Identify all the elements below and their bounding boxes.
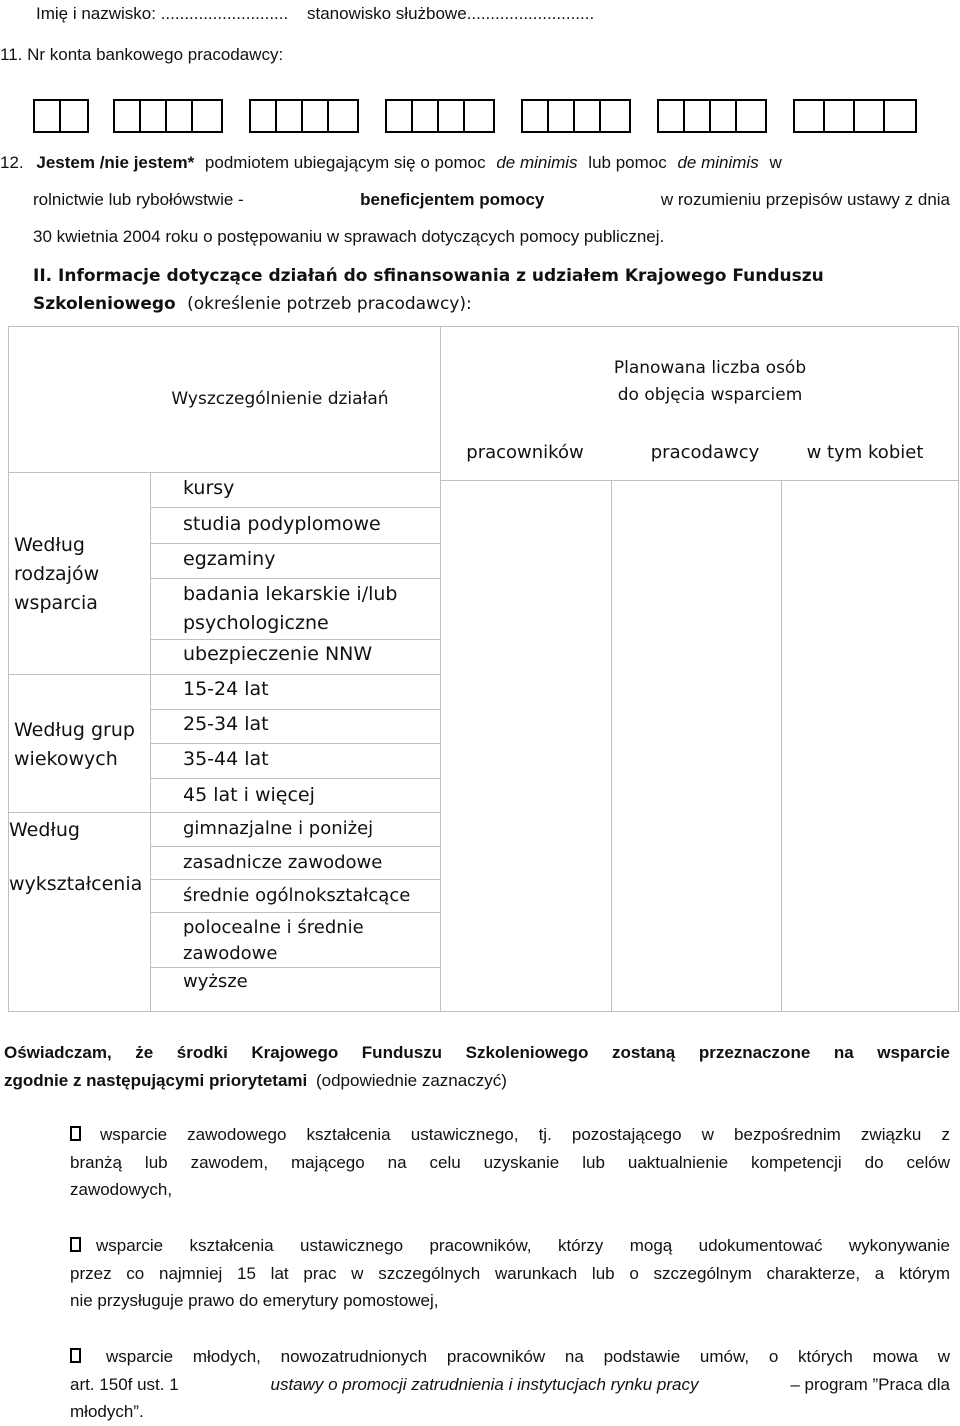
option-1-text: wsparcie zawodowego kształcenia ustawicznego, tj. pozostającego w bezpośrednim związku z branżą lub zawodem, mającego na celu uzyskanie lub uaktualnienie kompetencji do celów zawodowych, <box>70 1125 950 1199</box>
row-label: zasadnicze zawodowe <box>183 852 383 873</box>
header-planned: Planowana liczba osób do objęcia wsparciem <box>613 358 807 405</box>
group-education: Według wykształcenia <box>9 819 143 895</box>
account-box-group[interactable] <box>249 99 359 133</box>
declaration-line-1: Oświadczam, że środki Krajowego Funduszu Szkoleniowego zostaną przeznaczone na wsparcie <box>4 1043 950 1062</box>
declaration: Oświadczam, że środki Krajowego Funduszu Szkoleniowego zostaną przeznaczone na wsparcie zgodnie z następującymi priorytetami (odpowiednie zaznaczyć) <box>4 1039 950 1095</box>
account-box-group[interactable] <box>33 99 89 133</box>
group-support-type: Według rodzajów wsparcia <box>14 534 100 614</box>
group-age: Według grup wiekowych <box>14 719 135 770</box>
account-box-group[interactable] <box>385 99 495 133</box>
name-label: Imię i nazwisko: ........................... <box>36 4 289 23</box>
row-label: 15-24 lat <box>183 678 269 700</box>
position-label: stanowisko służbowe........................... <box>306 4 595 23</box>
account-number-label: 11. Nr konta bankowego pracodawcy: <box>0 45 284 64</box>
name-field-label <box>36 4 594 24</box>
row-label: zawodowe <box>183 943 278 964</box>
account-box-group[interactable] <box>521 99 631 133</box>
col-women: w tym kobiet <box>806 442 924 463</box>
section-2-heading: II. Informacje dotyczące działań do sfinansowania z udziałem Krajowego Funduszu Szkoleniowego (określenie potrzeb pracodawcy): <box>33 262 824 318</box>
option-3-text: wsparcie młodych, nowozatrudnionych pracowników na podstawie umów, o których mowa w art. 150f ust. 1 ustawy o promocji zatrudnienia i instytucjach rynku pracy – program ”Praca dla młodych”. <box>70 1347 950 1421</box>
row-label: studia podyplomowe <box>183 513 381 535</box>
row-label: 45 lat i więcej <box>183 784 315 806</box>
col-employers: pracodawcy <box>650 442 760 463</box>
row-label: polocealne i średnie <box>183 917 364 938</box>
section-12-line-2: rolnictwie lub rybołówstwie - beneficjentem pomocy w rozumieniu przepisów ustawy z dnia <box>33 190 950 209</box>
section-2-heading-line-1: II. Informacje dotyczące działań do sfinansowania z udziałem Krajowego Funduszu <box>33 266 824 286</box>
row-label: psychologiczne <box>183 612 329 634</box>
row-label: gimnazjalne i poniżej <box>183 818 374 839</box>
row-label: wyższe <box>183 971 248 992</box>
row-label: egzaminy <box>183 548 276 570</box>
section-12-line-3: 30 kwietnia 2004 roku o postępowaniu w sprawach dotyczących pomocy publicznej. <box>33 227 665 246</box>
col-employees: pracowników <box>466 442 584 463</box>
row-label: średnie ogólnokształcące <box>183 885 411 906</box>
row-label: kursy <box>183 477 235 499</box>
row-label: ubezpieczenie NNW <box>183 643 373 665</box>
header-actions: Wyszczególnienie działań <box>171 389 389 409</box>
account-box-group[interactable] <box>113 99 223 133</box>
account-box-group[interactable] <box>657 99 767 133</box>
account-box-group[interactable] <box>793 99 917 133</box>
jestem-nie-jestem: Jestem /nie jestem* <box>36 153 195 172</box>
row-label: 25-34 lat <box>183 713 269 735</box>
row-label: 35-44 lat <box>183 748 269 770</box>
option-2-text: wsparcie kształcenia ustawicznego pracowników, którzy mogą udokumentować wykonywanie przez co najmniej 15 lat prac w szczególnych warunkach lub o szczególnym charakterze, a którym nie przysługuje prawo do emerytury pomostowej, <box>70 1236 950 1310</box>
section-12-line-1: 12. Jestem /nie jestem* podmiotem ubiegającym się o pomoc de minimis lub pomoc de minimis w <box>0 153 782 172</box>
row-label: badania lekarskie i/lub <box>183 583 398 605</box>
